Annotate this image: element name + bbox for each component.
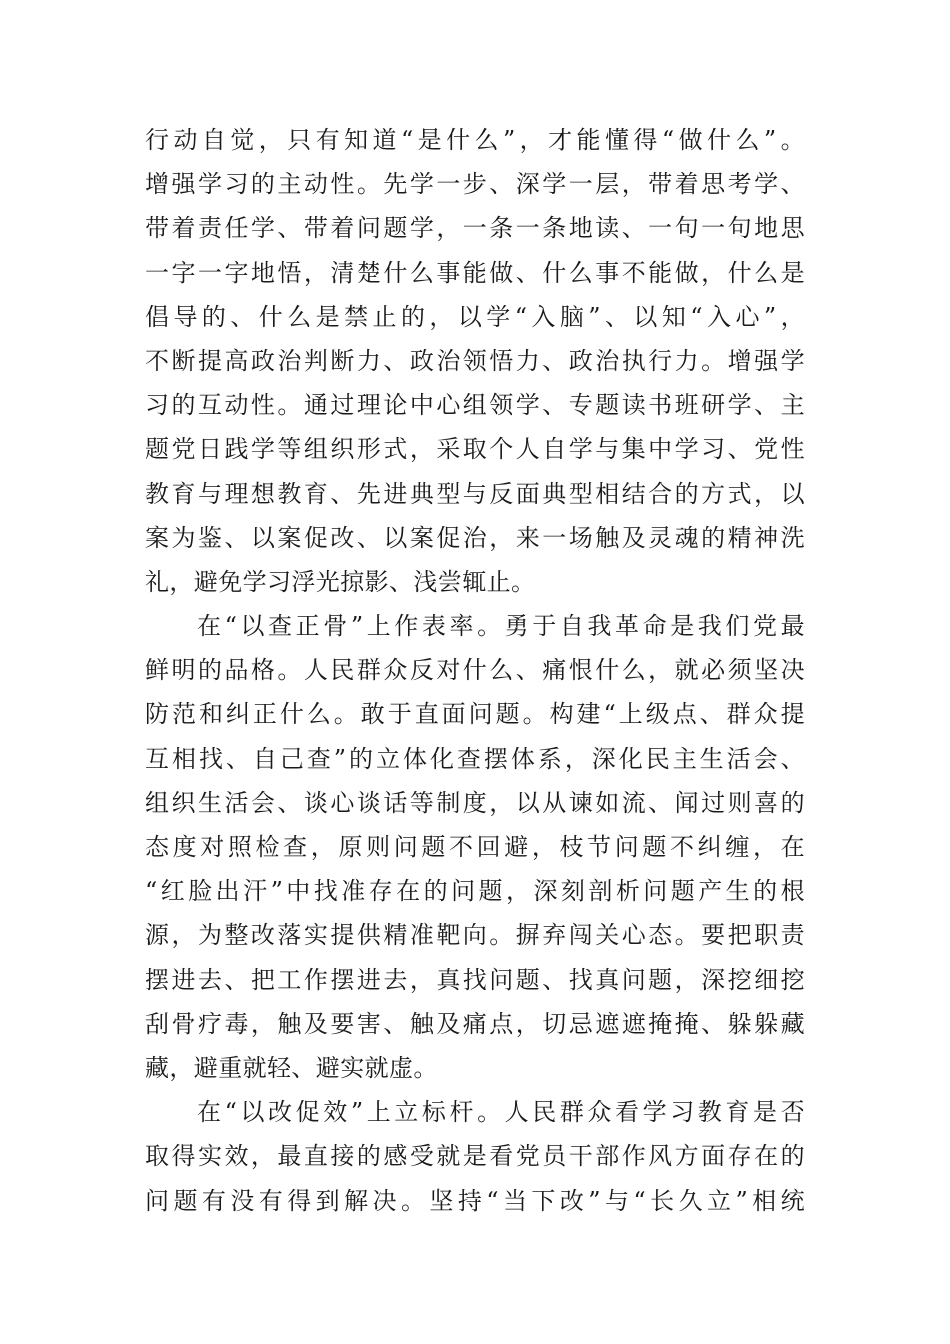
text-line: 组织生活会、谈心谈话等制度，以从谏如流、闻过则喜的 [145, 788, 805, 817]
text-line: 鲜明的品格。人民群众反对什么、痛恨什么，就必须坚决 [145, 656, 805, 685]
paragraph-start-line: 在“以查正骨”上作表率。勇于自我革命是我们党最 [197, 612, 805, 641]
body-text [145, 118, 805, 1223]
text-line: 带着责任学、带着问题学，一条一条地读、一句一句地思 [145, 214, 805, 243]
text-line: 行动自觉，只有知道“是什么”，才能懂得“做什么”。 [145, 126, 805, 154]
text-line: 倡导的、什么是禁止的，以学“入脑”、以知“入心”， [145, 302, 805, 331]
text-line: 题党日践学等组织形式，采取个人自学与集中学习、党性 [145, 435, 805, 464]
text-line: 增强学习的主动性。先学一步、深学一层，带着思考学、 [145, 170, 805, 199]
paragraph-start-line: 在“以改促效”上立标杆。人民群众看学习教育是否 [197, 1098, 805, 1127]
text-line: “红脸出汗”中找准存在的问题，深刻剖析问题产生的根 [145, 877, 805, 906]
text-line: 习的互动性。通过理论中心组领学、专题读书班研学、主 [145, 391, 805, 420]
text-line: 态度对照检查，原则问题不回避，枝节问题不纠缠，在 [145, 833, 805, 861]
text-line: 问题有没有得到解决。坚持“当下改”与“长久立”相统 [145, 1186, 805, 1215]
text-line: 取得实效，最直接的感受就是看党员干部作风方面存在的 [145, 1142, 805, 1171]
text-line: 刮骨疗毒，触及要害、触及痛点，切忌遮遮掩掩、躲躲藏 [145, 1009, 805, 1038]
text-line: 案为鉴、以案促改、以案促治，来一场触及灵魂的精神洗 [145, 523, 805, 552]
text-line: 摆进去、把工作摆进去，真找问题、找真问题，深挖细挖 [145, 965, 805, 994]
text-line: 一字一字地悟，清楚什么事能做、什么事不能做，什么是 [145, 258, 805, 287]
text-line: 教育与理想教育、先进典型与反面典型相结合的方式，以 [145, 479, 805, 508]
text-line: 藏，避重就轻、避实就虚。 [145, 1053, 438, 1082]
text-line: 礼，避免学习浮光掠影、浅尝辄止。 [145, 567, 536, 596]
text-line: 互相找、自己查”的立体化查摆体系，深化民主生活会、 [145, 744, 805, 773]
text-line: 防范和纠正什么。敢于直面问题。构建“上级点、群众提 [145, 700, 805, 729]
text-line: 不断提高政治判断力、政治领悟力、政治执行力。增强学 [145, 346, 805, 375]
text-line: 源，为整改落实提供精准靶向。摒弃闯关心态。要把职责 [145, 921, 805, 950]
